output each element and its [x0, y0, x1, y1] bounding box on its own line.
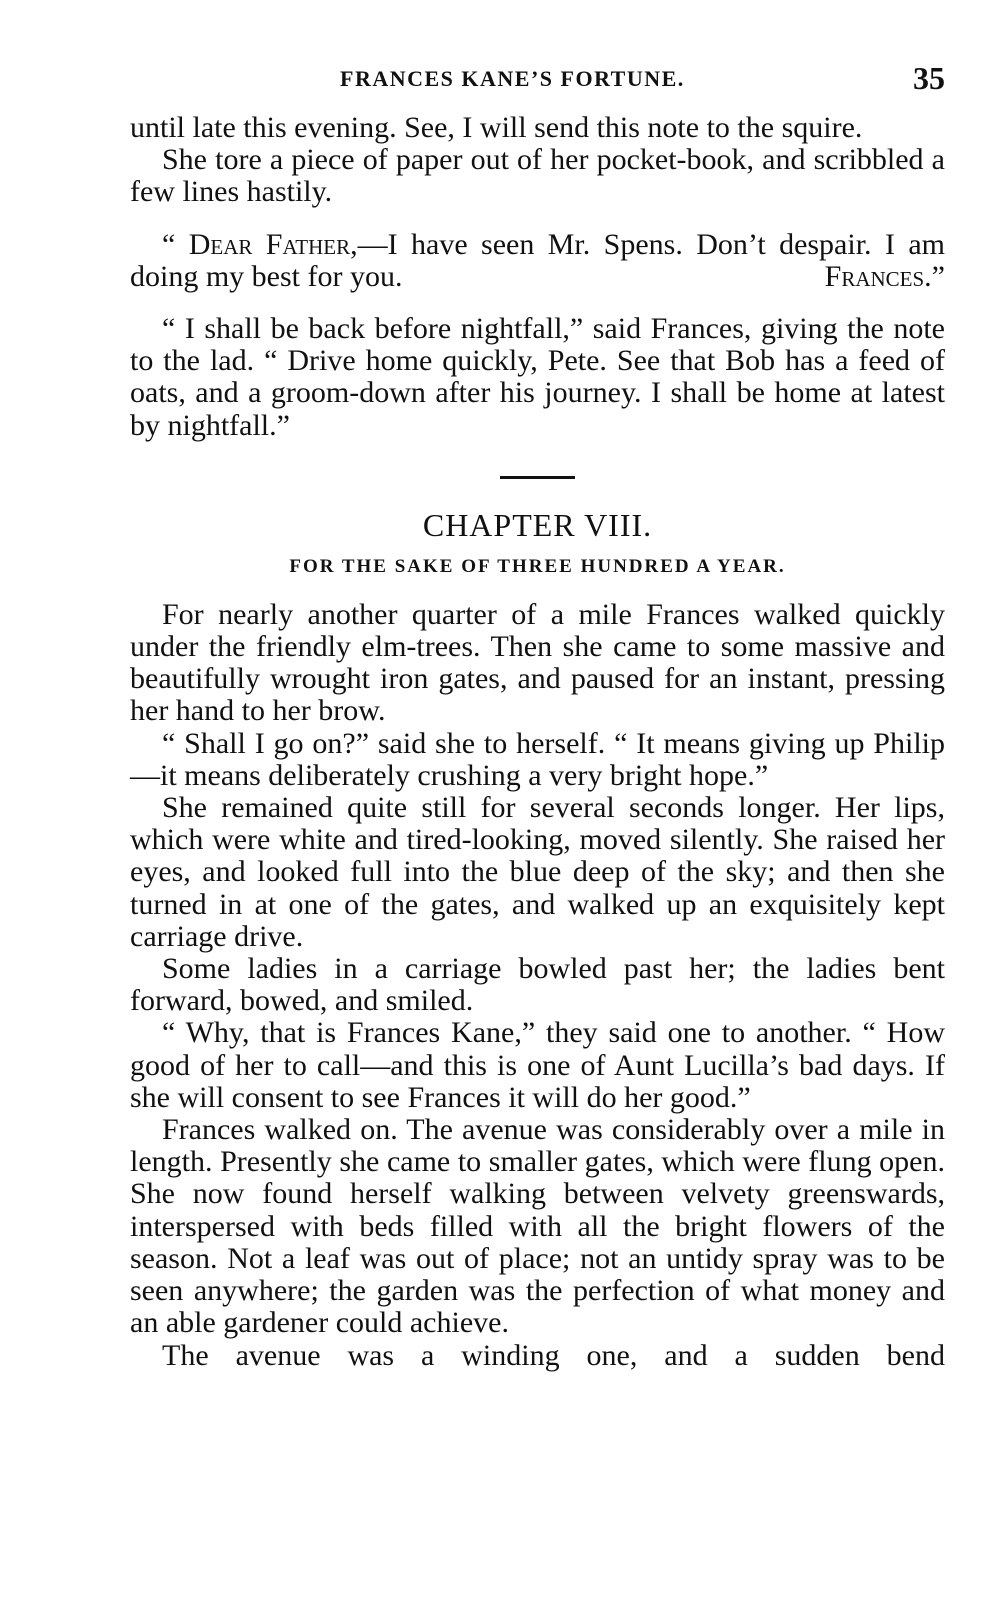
- paragraph: She remained quite still for several seconds longer. Her lips, which were white and tired-looking, moved silently. She raised her eyes, and looked full into the blue deep of the sky; and then she turned in at one of the gates, and walked up an exquisitely kept carriage drive.: [130, 791, 945, 953]
- paragraph: For nearly another quarter of a mile Frances walked quickly under the friendly elm-trees. Then she came to some massive and beautifully wrought iron gates, and paused for an instant, pressing her hand to her brow.: [130, 597, 945, 728]
- note-signature: Frances.”: [824, 259, 945, 293]
- page-body: [130, 112, 945, 1372]
- section-divider: [500, 476, 575, 479]
- paragraph: “ Why, that is Frances Kane,” they said one to another. “ How good of her to call—and this is one of Aunt Lucilla’s bad days. If she will consent to see Frances it will do her good.”: [130, 1016, 945, 1114]
- paragraph: until late this evening. See, I will send this note to the squire.: [130, 111, 863, 144]
- running-title: FRANCES KANE’S FORTUNE.: [340, 66, 685, 91]
- chapter-title: CHAPTER VIII.: [422, 506, 653, 543]
- page-number: 35: [913, 60, 945, 96]
- paragraph: Some ladies in a carriage bowled past her; the ladies bent forward, bowed, and smiled.: [130, 952, 945, 1018]
- paragraph: The avenue was a winding one, and a sudden bend: [162, 1338, 945, 1372]
- note-salutation: “ Dear Father,: [162, 227, 358, 261]
- note: [130, 229, 945, 293]
- chapter-subtitle: FOR THE SAKE OF THREE HUNDRED A YEAR.: [289, 555, 786, 577]
- paragraph: “ Shall I go on?” said she to herself. “ It means giving up Philip—it means deliberately crushing a very bright hope.”: [130, 726, 945, 792]
- paragraph: She tore a piece of paper out of her pocket-book, and scribbled a few lines hastily.: [130, 143, 945, 209]
- page-header: [130, 62, 945, 102]
- paragraph: Frances walked on. The avenue was considerably over a mile in length. Presently she came to smaller gates, which were flung open. She now found herself walking between velvety greenswards, interspersed with beds filled with all the bright flowers of the season. Not a leaf was out of place; not an untidy spray was to be seen anywhere; the garden was the perfection of what money and an able gardener could achieve.: [130, 1113, 945, 1340]
- paragraph: “ I shall be back before nightfall,” said Frances, giving the note to the lad. “ Drive home quickly, Pete. See that Bob has a feed of oats, and a groom-down after his journey. I shall be home at latest by nightfall.”: [130, 312, 945, 442]
- note-text: —I have seen Mr. Spens. Don’t despair. I am doing my best for you.: [130, 227, 945, 293]
